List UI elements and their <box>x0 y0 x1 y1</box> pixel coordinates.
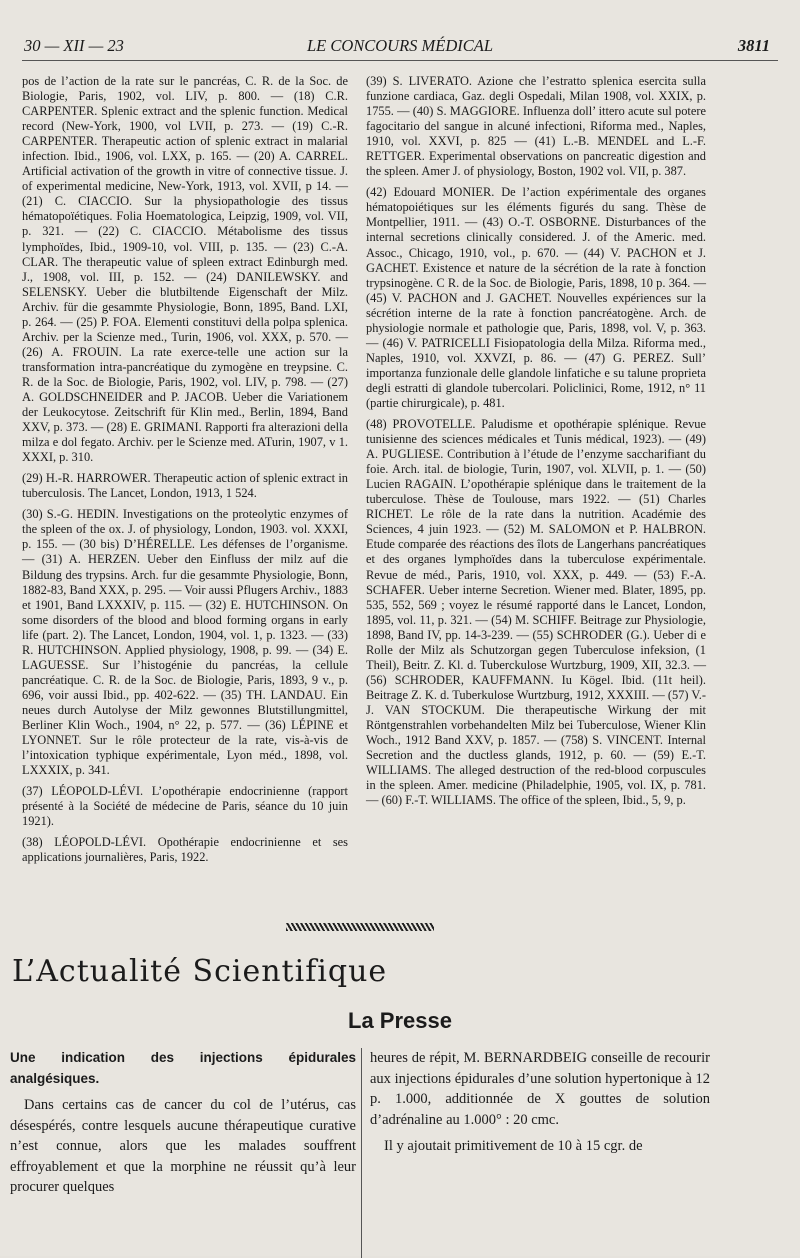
references-left-column <box>22 74 348 871</box>
references-right-column <box>366 74 706 814</box>
article-left-column <box>10 1048 356 1198</box>
article-paragraph: Il y ajoutait primitivement de 10 à 15 cgr. de <box>384 1138 643 1154</box>
header-rule <box>22 60 778 61</box>
page-date: 30 — XII — 23 <box>24 36 124 55</box>
article-paragraph: heures de répit, M. BERNARDBEIG conseille de recourir aux injections épidurales d’une solution hypertonique à 12 p. 1.000, additionnée de X gouttes de solution d’adrénaline au 1.000° : 20 cmc. <box>370 1050 710 1128</box>
page-number: 3811 <box>737 36 770 55</box>
reference-paragraph: pos de l’action de la rate sur le pancréas, C. R. de la Soc. de Biologie, Paris, 1902, vol. LIV, p. 800. — (18) C.R. CARPENTER. Splenic extract and the splenic function. Medical record (New-York, 1900, vol LVII, p. 273. — (19) C.-R. CARPENTER. Therapeutic action of splenic extract in malarial infection. Ibid., 1906, vol. LXX, p. 165. — (20) A. CARREL. Artificial activation of the growth in vitre of connective tissue. J. of experimental medicine, New-York, 1913, vol. XVII, p 14. — (21) C. CIACCIO. Sur la physiopathologie des tissus hématopoïétiques. Folia Hoematologica, Leipzig, 1909, vol. VII, p. 321. — (22) C. CIACCIO. Métabolisme des tissus lymphoïdes, Ibid., 1909-10, vol. VIII, p. 135. — (23) C.-A. CLAR. The therapeutic value of spleen extract Edinburgh med. J., 1908, vol. III, p. 152. — (24) DANILEWSKY. and SELENSKY. Ueber die blutbiltende Eigenschaft der Milz. Archiv. für die gesammte Physiologie, Bonn, 1895, Band. LXI, p. 264. — (25) P. FOA. Elementi constituvi della polpa splenica. Archiv. per la Scienze med., Turin, 1906, vol. XXX, p. 570. — (26) A. FROUIN. La rate exerce-telle une action sur la transformation intra-pancréatique du zymogène en treypsine. C. R. de la Soc. de Biologie, Paris, 1902, vol. LIV, p. 798. — (27) A. GOLDSCHNEIDER and P. JACOB. Ueber die Variationem der Leukocytose. Zeitschrift für Klin med., Berlin, 1894, Band XXV, p. 373. — (28) E. GRIMANI. Rapporti fra alterazioni della milza e dol fegato. Archiv. per le Scienze med. ATurin, 1907, v 1. XXXI, p. 310. <box>22 74 348 465</box>
reference-paragraph: (37) LÉOPOLD-LÉVI. L’opothérapie endocrinienne (rapport présenté à la Société de médecine de Paris, séance du 10 juin 1921). <box>22 784 348 829</box>
reference-paragraph: (48) PROVOTELLE. Paludisme et opothérapie splénique. Revue tunisienne des sciences médicales et Tunis médical, 1923). — (49) A. PUGLIESE. Contribution à l’étude de l’enzyme saccharifiant du foie. Arch. ital. de biologie, Turin, 1907, vol. XLVII, p. 1. — (50) Lucien RAGAIN. L’opothérapie splénique dans le traitement de la tuberculose. Thèse de Toulouse, mars 1922. — (51) Charles RICHET. Le rôle de la rate dans la nutrition. Académie des Sciences, 4 juin 1923. — (52) M. SALOMON et P. HALBRON. Etude comparée des réactions des îlots de Langerhans pancréatiques et des organes lymphoïdes dans la tuberculose expérimentale. Revue de méd., Paris, 1910, vol. XXX, p. 449. — (53) F.-A. SCHAFER. Ueber interne Secretion. Wiener med. Blater, 1895, pp. 535, 552, 569 ; voyez le résumé rapporté dans le Lancet, London, 1895, vol. 11, p. 321. — (54) M. SCHIFF. Beitrage zur Physiologie, 1898, Band IV, pp. 14-3-239. — (55) SCHRODER (G.). Ueber di e Rolle der Milz als Schutzorgan gegen Tuberculose infeksion, (1 Theil), Beitr. Z. Kl. d. Tuberckulose Wurtzburg, 1909, XII, 32.3. — (56) SCHRODER, KAUFFMANN. Iu Kögel. Ibid. (11t heil). Beitrage Z. K. d. Tuberkulose Wurtzburg, 1912, XXXIII. — (57) V.-J. VAN STOCKUM. Die therapeutische Wirkung der mit Röntgenstrahlen vorbehandelten Milz bei Tuberculose, Wiener Klin Woch., 1912 Band XXV, p. 1857. — (758) S. VINCENT. Internal Secretion and the ductless glands, 1912, p. 60. — (59) E.-T. WILLIAMS. The alleged destruction of the red-blood corpuscules in the spleen. Amer. medicine (Philadelphie, 1905, vol. IX, p. 781. — (60) F.-T. WILLIAMS. The office of the spleen, Ibid., 5, 9, p. <box>366 417 706 808</box>
article-heading: Une indication des injections épidurales analgésiques. <box>10 1050 356 1086</box>
reference-paragraph: (30) S.-G. HEDIN. Investigations on the proteolytic enzymes of the spleen of the ox. J. of physiology, London, 1903. vol. XXXI, p. 155. — (30 bis) D’HÉRELLE. Les défenses de l’organisme. — (31) A. HERZEN. Ueber den Einfluss der milz auf die Bildung des trypsins. Arch. fur die gesammte Physiologie, Bonn, 1882-83, Band XXX, p. 295. — Voir aussi Pflugers Archiv., 1883 et 1901, Band LXXXIV, p. 115. — (32) E. HUTCHINSON. On some disorders of the blood and blood forming organs in early life (part. 2). The Lancet, London, 1904, vol. 1, p. 1323. — (33) R. HUTCHINSON. Applied physiology, 1908, p. 99. — (34) E. LAGUESSE. Sur l’histogénie du pancréas, la cellule pancréatique. C. R. de la Soc. de Biologie, Paris, 1893, 9 v., p. 696, voir aussi Ibid., pp. 402-622. — (35) TH. LANDAU. Ein neues durch Autolyse der Milz gewonnes Blutstillungmittel, Berliner Klin Woch., 1904, n° 22, p. 577. — (36) LÉPINE et LYONNET. Sur le rôle protecteur de la rate, vis-à-vis de l’intoxication typhique expérimentale, Lyon méd., 1898, vol. LXXXIX, p. 341. <box>22 507 348 778</box>
journal-title: LE CONCOURS MÉDICAL <box>306 36 494 55</box>
section-title: L’Actualité Scientifique <box>12 954 388 989</box>
reference-paragraph: (38) LÉOPOLD-LÉVI. Opothérapie endocrinienne et ses applications journalières, Paris, 1922. <box>22 835 348 865</box>
page-header <box>24 36 776 62</box>
press-subtitle: La Presse <box>348 1008 452 1033</box>
reference-paragraph: (29) H.-R. HARROWER. Therapeutic action of splenic extract in tuberculosis. The Lancet, London, 1913, 1 524. <box>22 471 348 501</box>
article-right-column <box>370 1048 710 1163</box>
column-rule <box>361 1048 362 1258</box>
ornamental-divider <box>286 923 434 931</box>
article-paragraph: Dans certains cas de cancer du col de l’utérus, cas désespérés, contre lesquels aucune thérapeutique curative n’est connue, alors que les malades souffrent effroyablement et que la morphine ne réussit qu’à leur procurer quelques <box>10 1097 356 1195</box>
reference-paragraph: (39) S. LIVERATO. Azione che l’estratto splenica esercita sulla funzione cardiaca, Gaz. degli Ospedali, Milan 1908, vol. XXIX, p. 1755. — (40) S. MAGGIORE. Influenza doll’ ittero acute sul potere fagocitario del sangue in alcuné infectioni, Riforma med., Naples, 1910, vol. XXVI, p. 825 — (41) L.-B. MENDEL and L.-F. RETTGER. Experimental observations on pancreatic digestion and the spleen. Amer J. of physiology, Boston, 1902 vol. VII, p. 387. <box>366 74 706 179</box>
reference-paragraph: (42) Edouard MONIER. De l’action expérimentale des organes hématopoiétiques sur les éléments figurés du sang. Thèse de Montpellier, 1911. — (43) O.-T. OSBORNE. Disturbances of the internal secretions clinically considered. J. of the Americ. med. Assoc., Chicago, 1910, vol., p. 670. — (44) V. PACHON et J. GACHET. Existence et nature de la sécrétion de la rate à fonction trypsinogène. C R. de la Soc. de Biologie, Paris, 1898, 10 p. 364. — (45) V. PACHON and J. GACHET. Nouvelles expériences sur la sécrétion interne de la rate à fonction pancréatogène. Arch. de physiologie normale et pathologie que, Paris, 1898, vol. V, p. 363. — (46) V. PATRICELLI Fisiopatologia della Milza. Riforma med., Naples, 1910, vol. XXVZI, p. 86. — (47) G. PEREZ. Sull’ importanza funzionale delle glandole linfatiche e su talune proprieta degli estratti di glandole tubercolari. Policlinici, Rome, 1912, n° 11 (partie chirurgicale), p. 481. <box>366 185 706 410</box>
